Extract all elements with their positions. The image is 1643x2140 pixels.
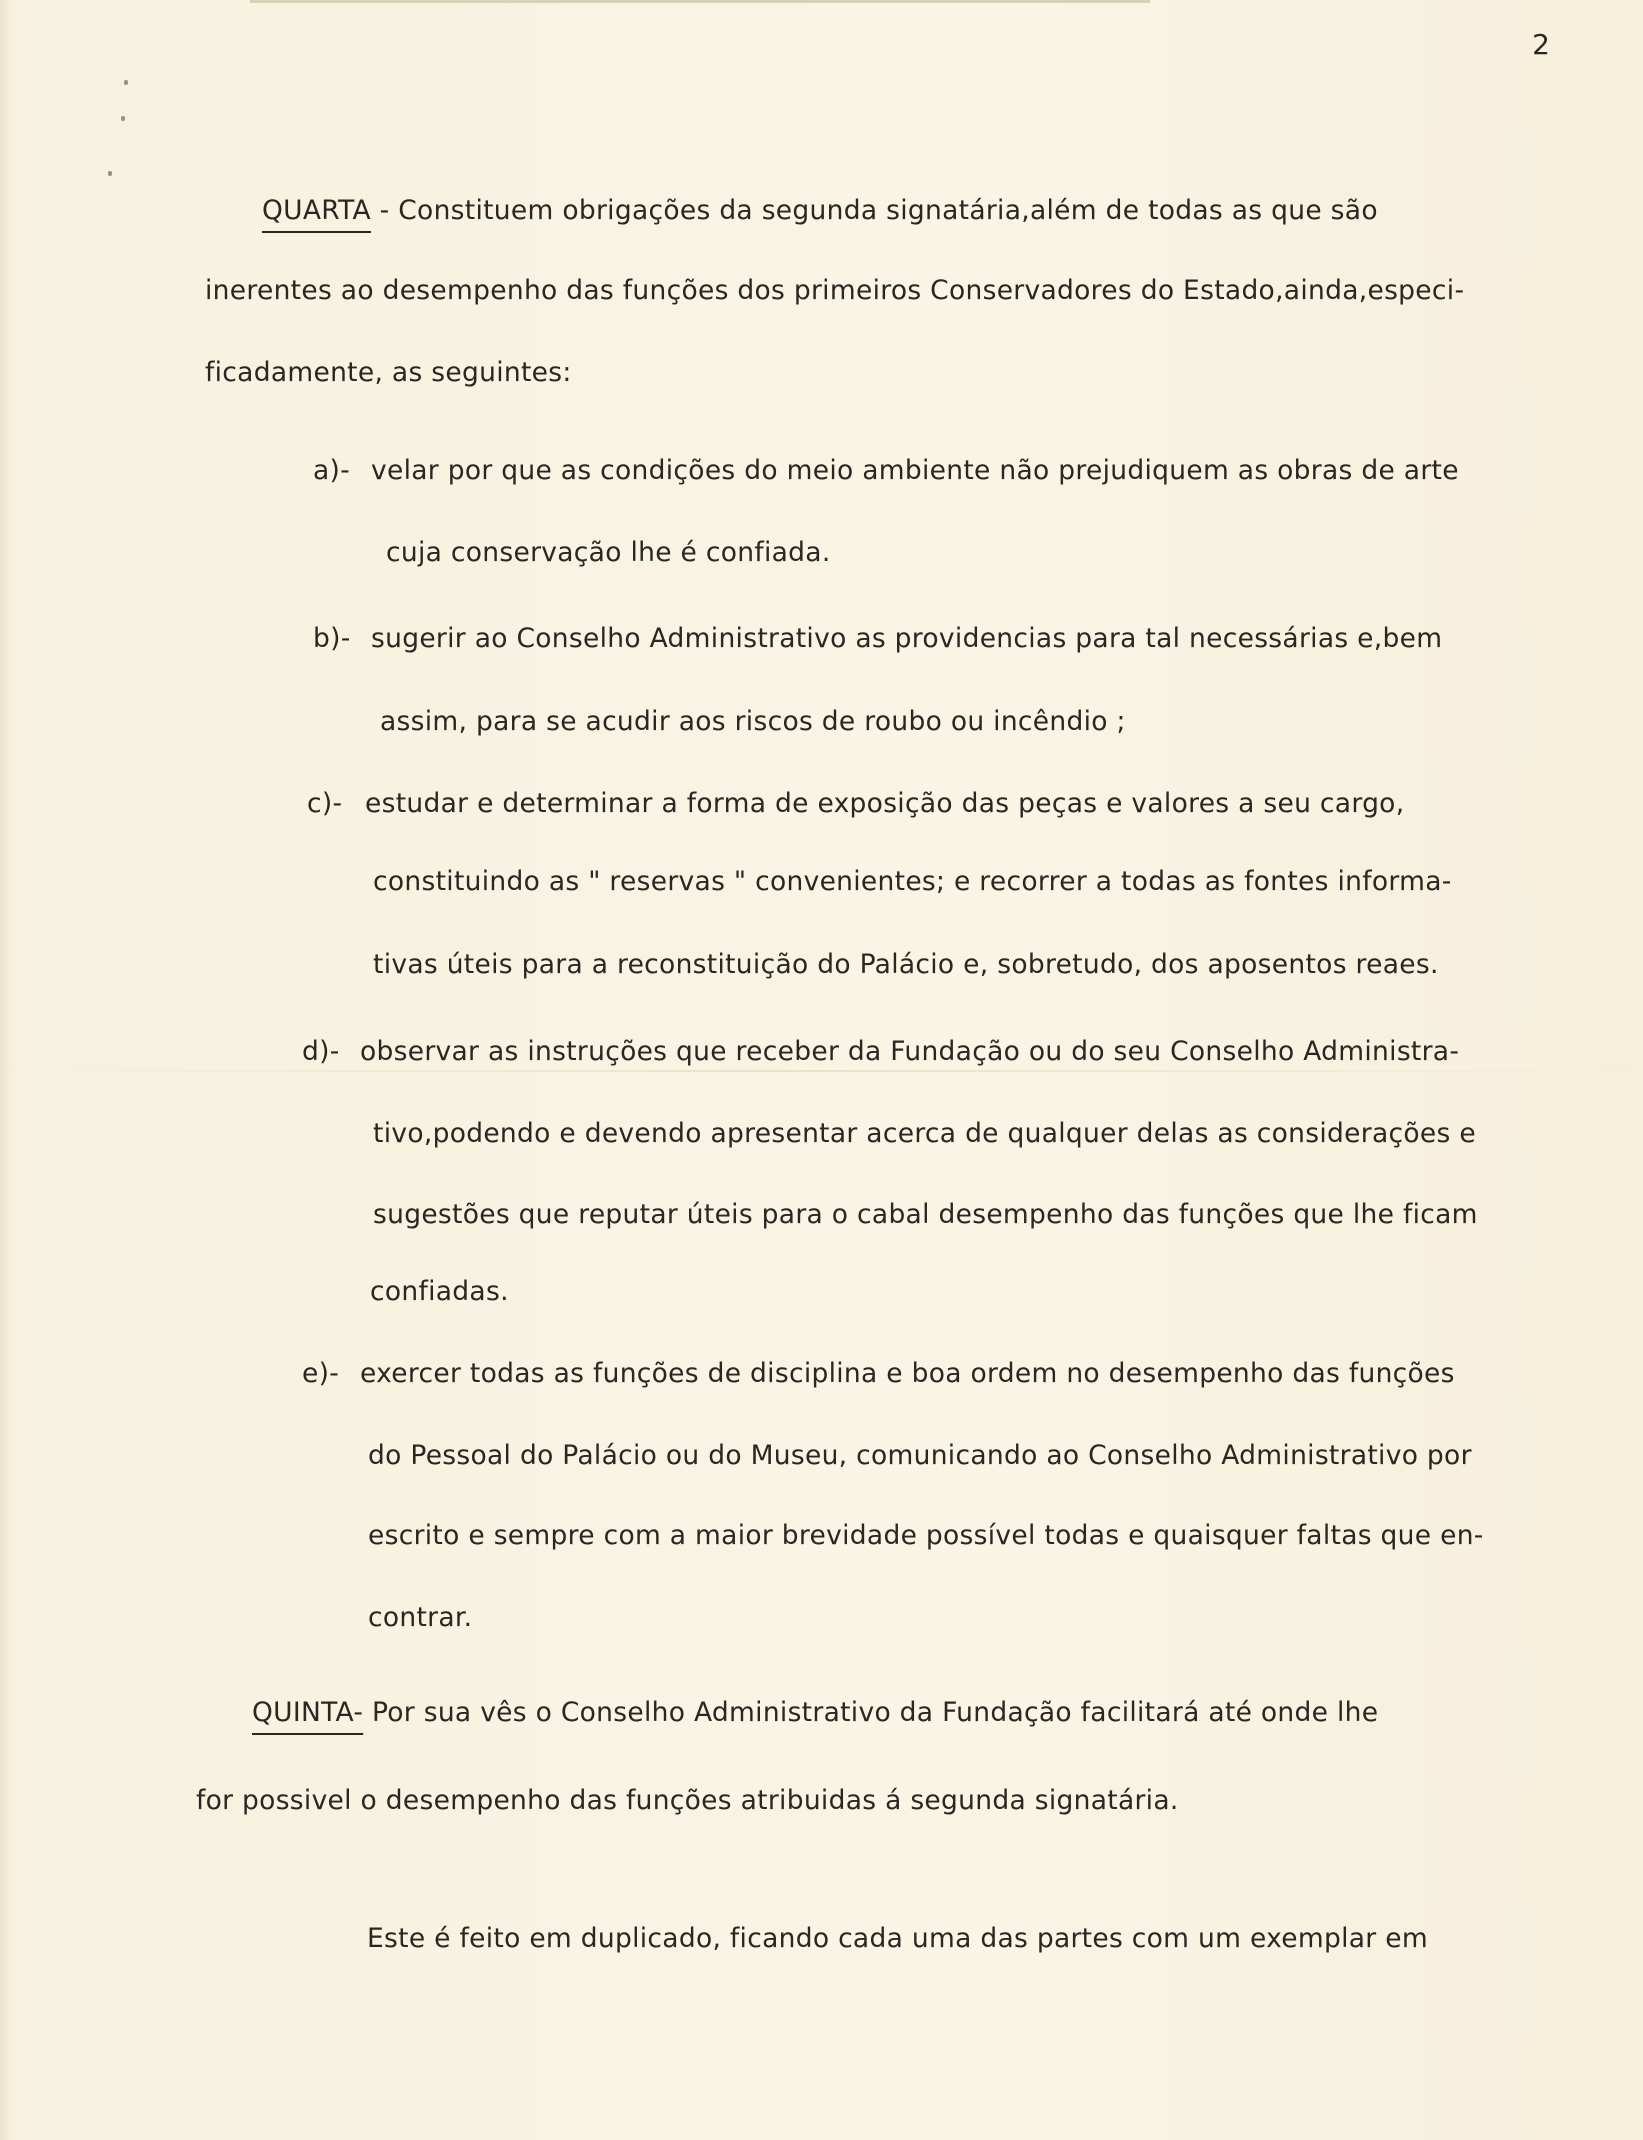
quarta-line-1 bbox=[262, 195, 1378, 226]
quarta-line-3: ficadamente, as seguintes: bbox=[205, 357, 572, 388]
item-c bbox=[307, 788, 1404, 819]
punch-mark bbox=[108, 171, 112, 176]
item-d-line-3: sugestões que reputar úteis para o cabal desempenho das funções que lhe ficam bbox=[373, 1199, 1478, 1230]
item-e-line-2: do Pessoal do Palácio ou do Museu, comunicando ao Conselho Administrativo por bbox=[368, 1440, 1472, 1471]
closing-line: Este é feito em duplicado, ficando cada uma das partes com um exemplar em bbox=[367, 1923, 1428, 1954]
item-a-line-2: cuja conservação lhe é confiada. bbox=[386, 537, 831, 568]
item-text: sugerir ao Conselho Administrativo as providencias para tal necessárias e,bem bbox=[371, 623, 1443, 654]
item-marker: d)- bbox=[302, 1036, 340, 1067]
punch-mark bbox=[124, 80, 128, 85]
item-text: observar as instruções que receber da Fundação ou do seu Conselho Administra- bbox=[360, 1036, 1460, 1067]
quinta-text: Por sua vês o Conselho Administrativo da Fundação facilitará até onde lhe bbox=[363, 1697, 1379, 1728]
item-c-line-3: tivas úteis para a reconstituição do Palácio e, sobretudo, dos aposentos reaes. bbox=[373, 949, 1439, 980]
item-e-line-3: escrito e sempre com a maior brevidade possível todas e quaisquer faltas que en- bbox=[368, 1520, 1484, 1551]
item-text: estudar e determinar a forma de exposição das peças e valores a seu cargo, bbox=[365, 788, 1405, 819]
item-a bbox=[313, 455, 1459, 486]
item-marker: e)- bbox=[302, 1358, 340, 1389]
item-text: exercer todas as funções de disciplina e boa ordem no desempenho das funções bbox=[360, 1358, 1455, 1389]
page-edge bbox=[250, 0, 1150, 3]
quinta-label: QUINTA- bbox=[252, 1697, 364, 1728]
item-e bbox=[302, 1358, 1455, 1389]
item-d-line-4: confiadas. bbox=[370, 1276, 509, 1307]
item-c-line-2: constituindo as " reservas " convenientes; e recorrer a todas as fontes informa- bbox=[373, 866, 1452, 897]
quarta-label: QUARTA bbox=[262, 195, 371, 226]
punch-mark bbox=[121, 116, 125, 121]
item-text: velar por que as condições do meio ambiente não prejudiquem as obras de arte bbox=[371, 455, 1459, 486]
quarta-line-2: inerentes ao desempenho das funções dos primeiros Conservadores do Estado,ainda,especi- bbox=[205, 275, 1465, 306]
page-fold bbox=[0, 1070, 1643, 1072]
item-d bbox=[302, 1036, 1459, 1067]
quinta-line-2: for possivel o desempenho das funções atribuidas á segunda signatária. bbox=[196, 1785, 1179, 1816]
item-d-line-2: tivo,podendo e devendo apresentar acerca de qualquer delas as considerações e bbox=[373, 1118, 1476, 1149]
item-marker: b)- bbox=[313, 623, 351, 654]
page-number: 2 bbox=[1532, 28, 1550, 61]
item-marker: c)- bbox=[307, 788, 343, 819]
quarta-text: - Constituem obrigações da segunda signatária,além de todas as que são bbox=[370, 195, 1378, 226]
item-b bbox=[313, 623, 1442, 654]
quinta-line-1 bbox=[252, 1697, 1378, 1728]
item-marker: a)- bbox=[313, 455, 351, 486]
item-e-line-4: contrar. bbox=[368, 1602, 473, 1633]
item-b-line-2: assim, para se acudir aos riscos de roubo ou incêndio ; bbox=[380, 706, 1126, 737]
